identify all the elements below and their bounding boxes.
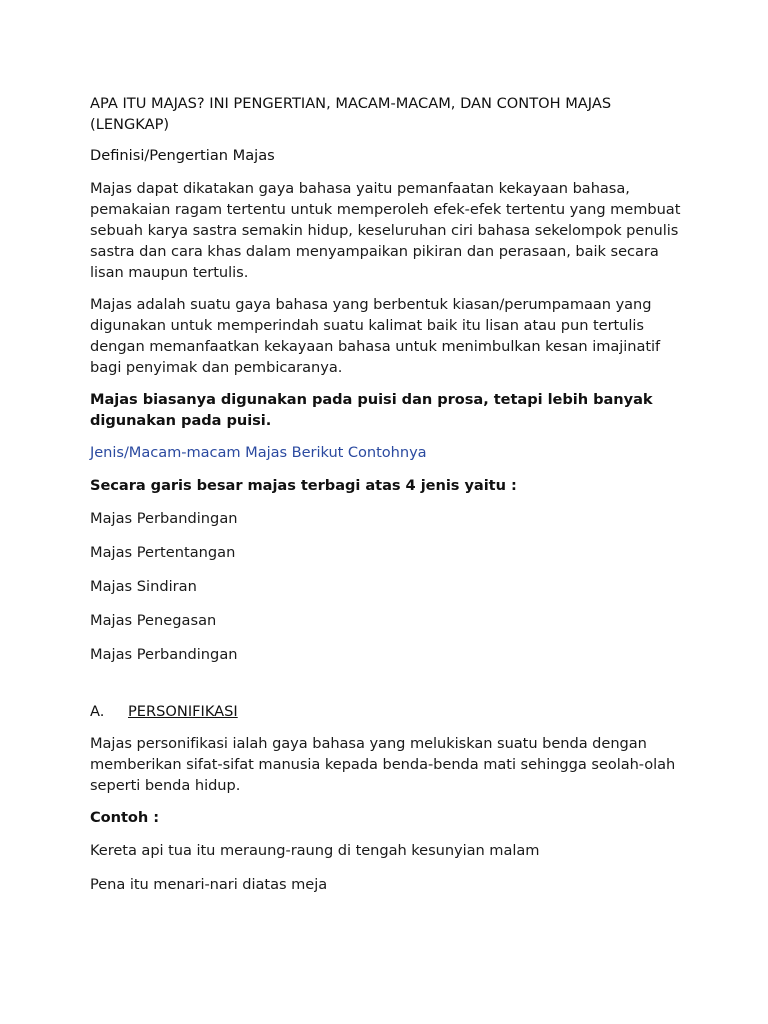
types-heading: Jenis/Macam-macam Majas Berikut Contohnya: [90, 444, 427, 461]
paragraph-definition-1: Majas dapat dikatakan gaya bahasa yaitu pemanfaatan kekayaan bahasa, pemakaian ragam tertentu untuk memperoleh efek-efek tertentu yang membuat sebuah karya sastra semakin hidup, keseluruhan ciri bahasa sekelompok penulis sastra dan cara khas dalam menyampaikan pikiran dan perasaan, baik secara lisan maupun tertulis.: [90, 180, 681, 281]
section-a-number: A.: [90, 703, 105, 720]
section-a-heading: [90, 701, 690, 722]
paragraph-definition-2: Majas adalah suatu gaya bahasa yang berbentuk kiasan/perumpamaan yang digunakan untuk memperindah suatu kalimat baik itu lisan atau pun tertulis dengan memanfaatkan kekayaan bahasa untuk menimbulkan kesan imajinatif bagi penyimak dan pembicaranya.: [90, 296, 661, 376]
list-item: Majas Sindiran: [90, 578, 197, 595]
list-item: Majas Penegasan: [90, 612, 217, 629]
example-label: Contoh :: [90, 809, 160, 826]
document-page: [90, 93, 690, 906]
section-a-title: PERSONIFIKASI: [128, 703, 238, 720]
types-intro: Secara garis besar majas terbagi atas 4 jenis yaitu :: [90, 477, 517, 494]
example-item: Kereta api tua itu meraung-raung di tengah kesunyian malam: [90, 842, 540, 859]
document-title: APA ITU MAJAS? INI PENGERTIAN, MACAM-MACAM, DAN CONTOH MAJAS (LENGKAP): [90, 95, 612, 133]
types-list: [90, 508, 690, 665]
bold-note: Majas biasanya digunakan pada puisi dan prosa, tetapi lebih banyak digunakan pada puisi.: [90, 391, 653, 429]
section-a-description: Majas personifikasi ialah gaya bahasa yang melukiskan suatu benda dengan memberikan sifat-sifat manusia kepada benda-benda mati sehingga seolah-olah seperti benda hidup.: [90, 735, 676, 794]
list-item: Majas Perbandingan: [90, 646, 238, 663]
example-item: Pena itu menari-nari diatas meja: [90, 876, 328, 893]
list-item: Majas Pertentangan: [90, 544, 236, 561]
list-item: Majas Perbandingan: [90, 510, 238, 527]
definition-heading: Definisi/Pengertian Majas: [90, 147, 275, 164]
